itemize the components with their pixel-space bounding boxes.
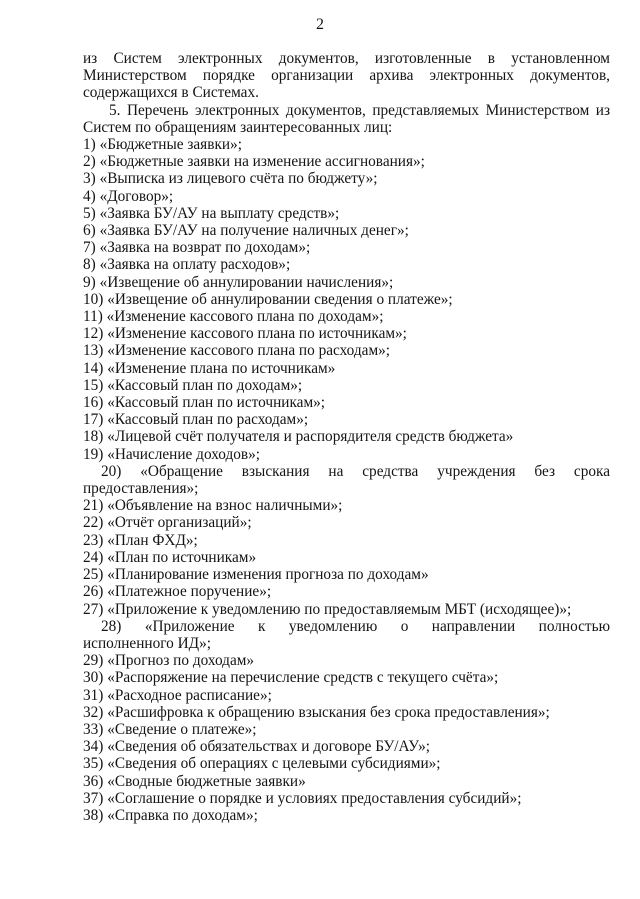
list-item: 10) «Извещение об аннулировании сведения о платеже»; [83, 290, 453, 308]
list-item-wrapped [83, 618, 610, 652]
list-item: 7) «Заявка на возврат по доходам»; [83, 239, 311, 257]
list-item: 18) «Лицевой счёт получателя и распорядителя средств бюджета» [83, 428, 514, 446]
list-item: 12) «Изменение кассового плана по источникам»; [83, 325, 407, 343]
list-item: 32) «Расшифровка к обращению взыскания без срока предоставления»; [83, 703, 550, 721]
list-item: 5) «Заявка БУ/АУ на выплату средств»; [83, 204, 340, 222]
list-item: 3) «Выписка из лицевого счёта по бюджету»; [83, 170, 378, 188]
list-item: 14) «Изменение плана по источникам» [83, 359, 336, 377]
page-number: 2 [316, 16, 324, 33]
list-item: 31) «Расходное расписание»; [83, 686, 272, 704]
list-item: 8) «Заявка на оплату расходов»; [83, 256, 291, 274]
list-item: 34) «Сведения об обязательствах и договоре БУ/АУ»; [83, 738, 431, 756]
list-item: 11) «Изменение кассового плана по доходам»; [83, 308, 384, 326]
list-item: 1) «Бюджетные заявки»; [83, 136, 242, 154]
list-item: 23) «План ФХД»; [83, 531, 198, 549]
list-item: 15) «Кассовый план по доходам»; [83, 376, 303, 394]
list-item: 37) «Соглашение о порядке и условиях предоставления субсидий»; [83, 789, 522, 807]
list-item: 35) «Сведения об операциях с целевыми субсидиями»; [83, 755, 441, 773]
list-item: 6) «Заявка БУ/АУ на получение наличных денег»; [83, 222, 409, 240]
list-item-line-2: исполненного ИД»; [83, 634, 211, 652]
list-item: 30) «Распоряжение на перечисление средств с текущего счёта»; [83, 669, 499, 687]
list-item: 26) «Платежное поручение»; [83, 583, 272, 601]
list-item: 29) «Прогноз по доходам» [83, 652, 255, 670]
list-item: 19) «Начисление доходов»; [83, 445, 261, 463]
document-body [83, 50, 610, 824]
list-item: 17) «Кассовый план по расходам»; [83, 411, 309, 429]
list-item: 2) «Бюджетные заявки на изменение ассигнования»; [83, 153, 425, 171]
document-list [83, 136, 610, 824]
intro-paragraph: из Систем электронных документов, изготовленные в установленном Министерством порядке организации архива электронных документов, содержащихся в Системах. [83, 50, 610, 102]
list-item: 36) «Сводные бюджетные заявки» [83, 772, 306, 790]
list-item-line-1: 28) «Приложение к уведомлению о направлении полностью [101, 617, 610, 635]
list-item: 24) «План по источникам» [83, 548, 257, 566]
list-item: 38) «Справка по доходам»; [83, 806, 258, 824]
list-item: 22) «Отчёт организаций»; [83, 514, 252, 532]
section-5-heading: 5. Перечень электронных документов, представляемых Министерством из Систем по обращениям заинтересованных лиц: [83, 101, 610, 136]
list-item: 25) «Планирование изменения прогноза по доходам» [83, 566, 429, 584]
list-item: 9) «Извещение об аннулировании начисления»; [83, 273, 394, 291]
list-item: 13) «Изменение кассового плана по расходам»; [83, 342, 391, 360]
list-item: 4) «Договор»; [83, 187, 174, 205]
list-item-wrapped [83, 463, 610, 497]
list-item: 21) «Объявление на взнос наличными»; [83, 497, 343, 515]
list-item-line-2: предоставления»; [83, 480, 199, 498]
list-item-line-1: 20) «Обращение взыскания на средства учреждения без срока [101, 462, 610, 480]
list-item: 16) «Кассовый план по источникам»; [83, 394, 326, 412]
list-item: 33) «Сведение о платеже»; [83, 720, 257, 738]
list-item: 27) «Приложение к уведомлению по предоставляемым МБТ (исходящее)»; [83, 600, 572, 618]
